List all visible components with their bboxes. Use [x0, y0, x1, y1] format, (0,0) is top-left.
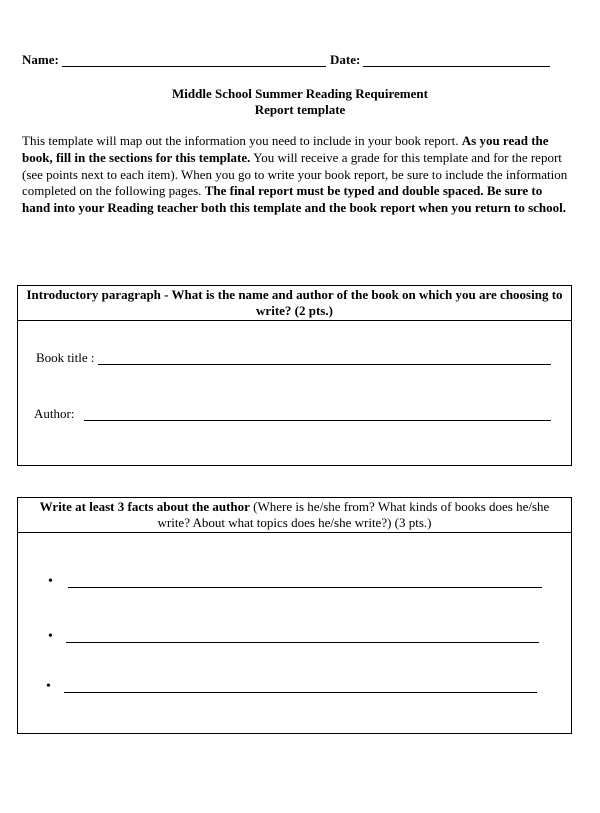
- instructions-text-4: The final report must be typed and double spaced. Be sure to hand into your Reading teacher both this template and the book report when you return to school.: [22, 183, 566, 216]
- book-title-field[interactable]: [98, 364, 551, 365]
- author-fact-2-field[interactable]: [66, 642, 539, 643]
- author-field[interactable]: [84, 420, 551, 421]
- author-facts-heading: [18, 498, 571, 533]
- bullet-icon: •: [46, 679, 51, 694]
- instructions-text-1: This template will map out the information you need to include in your book report.: [22, 133, 462, 148]
- author-label: Author:: [34, 406, 75, 421]
- name-date-row: [22, 52, 562, 70]
- intro-paragraph-section: [17, 285, 572, 466]
- bullet-icon: •: [48, 574, 53, 589]
- author-fact-1-field[interactable]: [68, 587, 542, 588]
- date-field[interactable]: [363, 66, 550, 67]
- author-facts-heading-bold: Write at least 3 facts about the author: [39, 499, 250, 514]
- page-title: Middle School Summer Reading Requirement: [172, 86, 428, 101]
- name-label: Name:: [22, 52, 59, 67]
- author-facts-heading-rest: (Where is he/she from? What kinds of books does he/she write? About what topics does he/she write?) (3 pts.): [157, 499, 550, 530]
- instructions-paragraph: [22, 133, 570, 217]
- instructions-text-3: You will receive a grade for this template and for the report (see points next to each item). When you go to write your book report, be sure to include the information completed on the following pages.: [22, 149, 568, 199]
- page-subtitle: Report template: [254, 102, 346, 117]
- book-title-label: Book title :: [36, 350, 95, 365]
- intro-section-heading: Introductory paragraph - What is the name and author of the book on which you are choosing to write? (2 pts.): [18, 286, 571, 321]
- date-label: Date:: [330, 52, 361, 67]
- bullet-icon: •: [48, 629, 53, 644]
- author-facts-section: [17, 497, 572, 734]
- name-field[interactable]: [62, 66, 326, 67]
- author-fact-3-field[interactable]: [64, 692, 537, 693]
- instructions-text-2: As you read the book, fill in the sections for this template.: [22, 133, 549, 165]
